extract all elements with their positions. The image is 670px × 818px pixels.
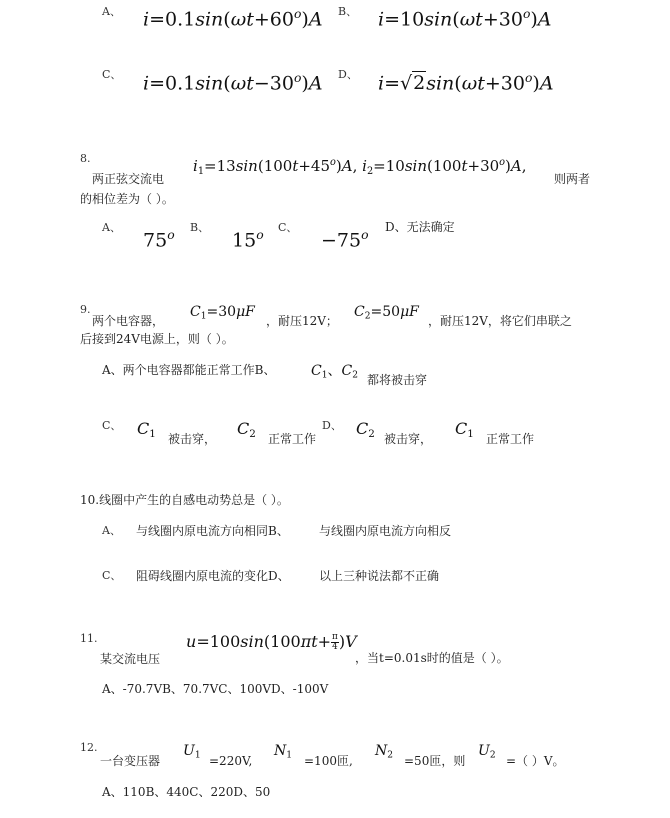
q12-text-3: =100匝, bbox=[304, 754, 353, 768]
q8-text-after: 则两者 bbox=[554, 172, 591, 186]
q9-option-b-text: 都将被击穿 bbox=[367, 373, 428, 387]
q9-c1-formula: $C_1=30\mu F$ bbox=[190, 304, 255, 322]
q12-text-2: =220V, bbox=[209, 754, 253, 768]
q12-u2: $U_2$ bbox=[478, 743, 496, 761]
q7-option-a-label: A、 bbox=[102, 5, 121, 18]
q9-option-d-text2: 正常工作 bbox=[486, 432, 535, 446]
q11-formula: u=100sin(100πt+ $\frac{\pi}{4}$ )V bbox=[186, 631, 357, 652]
q9-c2-formula: $C_2=50\mu F$ bbox=[354, 304, 419, 322]
q12-u1: $U_1$ bbox=[183, 743, 201, 761]
q12-text-1: 一台变压器 bbox=[100, 754, 161, 768]
q12-options: A、110B、440C、220D、50 bbox=[102, 785, 271, 799]
q9-text-3: ，耐压12V，将它们串联之 bbox=[428, 314, 572, 328]
q9-option-c-text1: 被击穿， bbox=[168, 432, 217, 446]
q7-option-b-label: B、 bbox=[338, 5, 358, 18]
q11-number: 11. bbox=[80, 632, 98, 645]
q9-option-c-label: C、 bbox=[102, 419, 122, 432]
q12-number: 12. bbox=[80, 741, 98, 754]
q10-option-d-text: 以上三种说法都不正确 bbox=[319, 569, 440, 583]
q9-text-1: 两个电容器， bbox=[92, 314, 165, 328]
q9-number: 9. bbox=[80, 303, 91, 316]
q8-text-line2: 的相位差为（ ）。 bbox=[80, 192, 174, 206]
q11-text-after: ，当t=0.01s时的值是（ ）。 bbox=[355, 651, 509, 665]
q8-option-c-value: $-75^o$ bbox=[321, 228, 369, 252]
q9-option-c-sym2: $C_2$ bbox=[237, 419, 256, 441]
q8-number: 8. bbox=[80, 152, 91, 165]
q12-n1: $N_1$ bbox=[274, 743, 293, 761]
q10-option-a-text: 与线圈内原电流方向相同B、 bbox=[136, 524, 289, 538]
q9-option-d-sym1: $C_2$ bbox=[356, 419, 375, 441]
q10-text: 10.线圈中产生的自感电动势总是（ ）。 bbox=[80, 493, 289, 507]
q9-text-2: ，耐压12V； bbox=[266, 314, 338, 328]
q8-formula: $i_1=13\sin(100t+45^o)A$, $i_2=10\sin(100t+30^o)A$, bbox=[193, 156, 527, 177]
q7-option-c-formula: $i=0.1\sin(\omega t-30^o)A$ bbox=[143, 71, 323, 95]
q8-option-c-label: C、 bbox=[278, 221, 298, 234]
q9-option-b-formula: $C_1$、$C_2$ bbox=[311, 363, 359, 381]
q11-options: A、-70.7VB、70.7VC、100VD、-100V bbox=[102, 682, 329, 696]
q10-option-b-text: 与线圈内原电流方向相反 bbox=[319, 524, 452, 538]
q8-text-before: 两正弦交流电 bbox=[92, 172, 165, 186]
q12-text-5: =（ ）V。 bbox=[506, 754, 565, 768]
q12-n2: $N_2$ bbox=[375, 743, 394, 761]
q9-text-line2: 后接到24V电源上，则（ ）。 bbox=[80, 332, 234, 346]
q10-option-c-text: 阻碍线圈内原电流的变化D、 bbox=[136, 569, 290, 583]
q7-option-c-label: C、 bbox=[102, 68, 122, 81]
q7-option-b-formula: $i=10\sin(\omega t+30^o)A$ bbox=[378, 7, 552, 31]
q10-option-c-label: C、 bbox=[102, 569, 122, 582]
q9-option-c-sym1: $C_1$ bbox=[137, 419, 156, 441]
q7-option-d-label: D、 bbox=[338, 68, 358, 81]
q11-text-before: 某交流电压 bbox=[100, 652, 161, 666]
q8-option-d-text: D、无法确定 bbox=[385, 220, 455, 234]
q9-option-a-text: A、两个电容器都能正常工作B、 bbox=[102, 363, 276, 377]
q8-option-b-value: 15$^o$ bbox=[232, 228, 264, 252]
q8-option-a-label: A、 bbox=[102, 221, 121, 234]
q7-option-a-formula: $i=0.1\sin(\omega t+60^o)A$ bbox=[143, 7, 323, 31]
q10-option-a-label: A、 bbox=[102, 524, 121, 537]
q9-option-d-sym2: $C_1$ bbox=[455, 419, 474, 441]
q7-option-d-formula: $i=√2\sin(\omega t+30^o)A$ bbox=[378, 71, 554, 95]
q9-option-c-text2: 正常工作 bbox=[268, 432, 317, 446]
q8-option-b-label: B、 bbox=[190, 221, 210, 234]
q9-option-d-label: D、 bbox=[322, 419, 342, 432]
q12-text-4: =50匝，则 bbox=[404, 754, 466, 768]
q9-option-d-text1: 被击穿， bbox=[384, 432, 433, 446]
q8-option-a-value: 75$^o$ bbox=[143, 228, 175, 252]
